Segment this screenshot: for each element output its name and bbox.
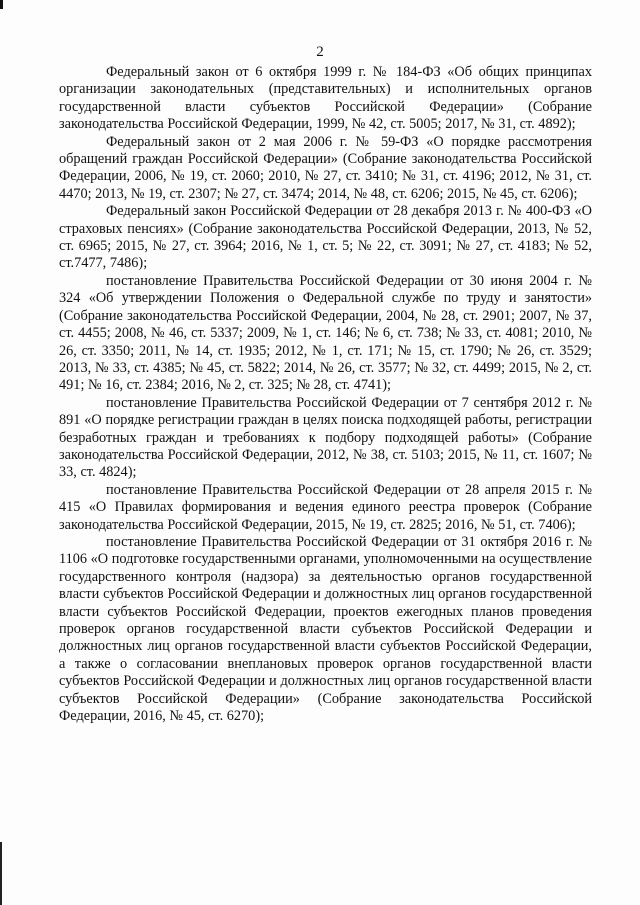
- scan-edge-mark-top: [0, 0, 3, 9]
- document-body: [59, 64, 592, 725]
- paragraph-resolution-415: постановление Правительства Российской Федерации от 28 апреля 2015 г. № 415 «О Правилах формирования и ведения единого реестра проверок (Собрание законодательства Российской Федерации, 2015, № 19, ст. 2825; 2016, № 51, ст. 7406);: [59, 481, 592, 533]
- paragraph-federal-law-400: Федеральный закон Российской Федерации от 28 декабря 2013 г. № 400-ФЗ «О страховых пенсиях» (Собрание законодательства Российской Федерации, 2013, № 52, ст. 6965; 2015, № 27, ст. 3964; 2016, № 1, ст. 5; № 22, ст. 3091; № 27, ст. 4183; № 52, ст.7477, 7486);: [59, 203, 592, 272]
- paragraph-resolution-324: постановление Правительства Российской Федерации от 30 июня 2004 г. № 324 «Об утверждении Положения о Федеральной службе по труду и занятости» (Собрание законодательства Российской Федерации, 2004, № 28, ст. 2901; 2007, № 37, ст. 4455; 2008, № 46, ст. 5337; 2009, № 1, ст. 146; № 6, ст. 738; № 33, ст. 4081; 2010, № 26, ст. 3350; 2011, № 14, ст. 1935; 2012, № 1, ст. 171; № 15, ст. 1790; № 26, ст. 3529; 2013, № 33, ст. 4385; № 45, ст. 5822; 2014, № 26, ст. 3577; № 32, ст. 4499; 2015, № 2, ст. 491; № 16, ст. 2384; 2016, № 2, ст. 325; № 28, ст. 4741);: [59, 272, 592, 394]
- page-number: 2: [316, 44, 324, 60]
- paragraph-federal-law-59: Федеральный закон от 2 мая 2006 г. № 59-ФЗ «О порядке рассмотрения обращений граждан Российской Федерации» (Собрание законодательства Российской Федерации, 2006, № 19, ст. 2060; 2010, № 27, ст. 3410; № 31, ст. 4196; 2012, № 31, ст. 4470; 2013, № 19, ст. 2307; № 27, ст. 3474; 2014, № 48, ст. 6206; 2015, № 45, ст. 6206);: [59, 133, 592, 202]
- scan-edge-mark-bottom: [0, 842, 2, 905]
- paragraph-resolution-1106: постановление Правительства Российской Федерации от 31 октября 2016 г. № 1106 «О подготовке государственными органами, уполномоченными на осуществление государственного контроля (надзора) за деятельностью органов государственной власти субъектов Российской Федерации и должностных лиц органов государственной власти субъектов Российской Федерации, проектов ежегодных планов проведения проверок органов государственной власти субъектов Российской Федерации и должностных лиц органов государственной власти субъектов Российской Федерации, а также о согласовании внеплановых проверок органов государственной власти субъектов Российской Федерации и должностных лиц органов государственной власти субъектов Российской Федерации» (Собрание законодательства Российской Федерации, 2016, № 45, ст. 6270);: [59, 533, 592, 725]
- paragraph-federal-law-184: Федеральный закон от 6 октября 1999 г. № 184-ФЗ «Об общих принципах организации законодательных (представительных) и исполнительных органов государственной власти субъектов Российской Федерации» (Собрание законодательства Российской Федерации, 1999, № 42, ст. 5005; 2017, № 31, ст. 4892);: [59, 64, 592, 133]
- paragraph-resolution-891: постановление Правительства Российской Федерации от 7 сентября 2012 г. № 891 «О порядке регистрации граждан в целях поиска подходящей работы, регистрации безработных граждан и требованиях к подбору подходящей работы» (Собрание законодательства Российской Федерации, 2012, № 38, ст. 5103; 2015, № 11, ст. 1607; № 33, ст. 4824);: [59, 394, 592, 481]
